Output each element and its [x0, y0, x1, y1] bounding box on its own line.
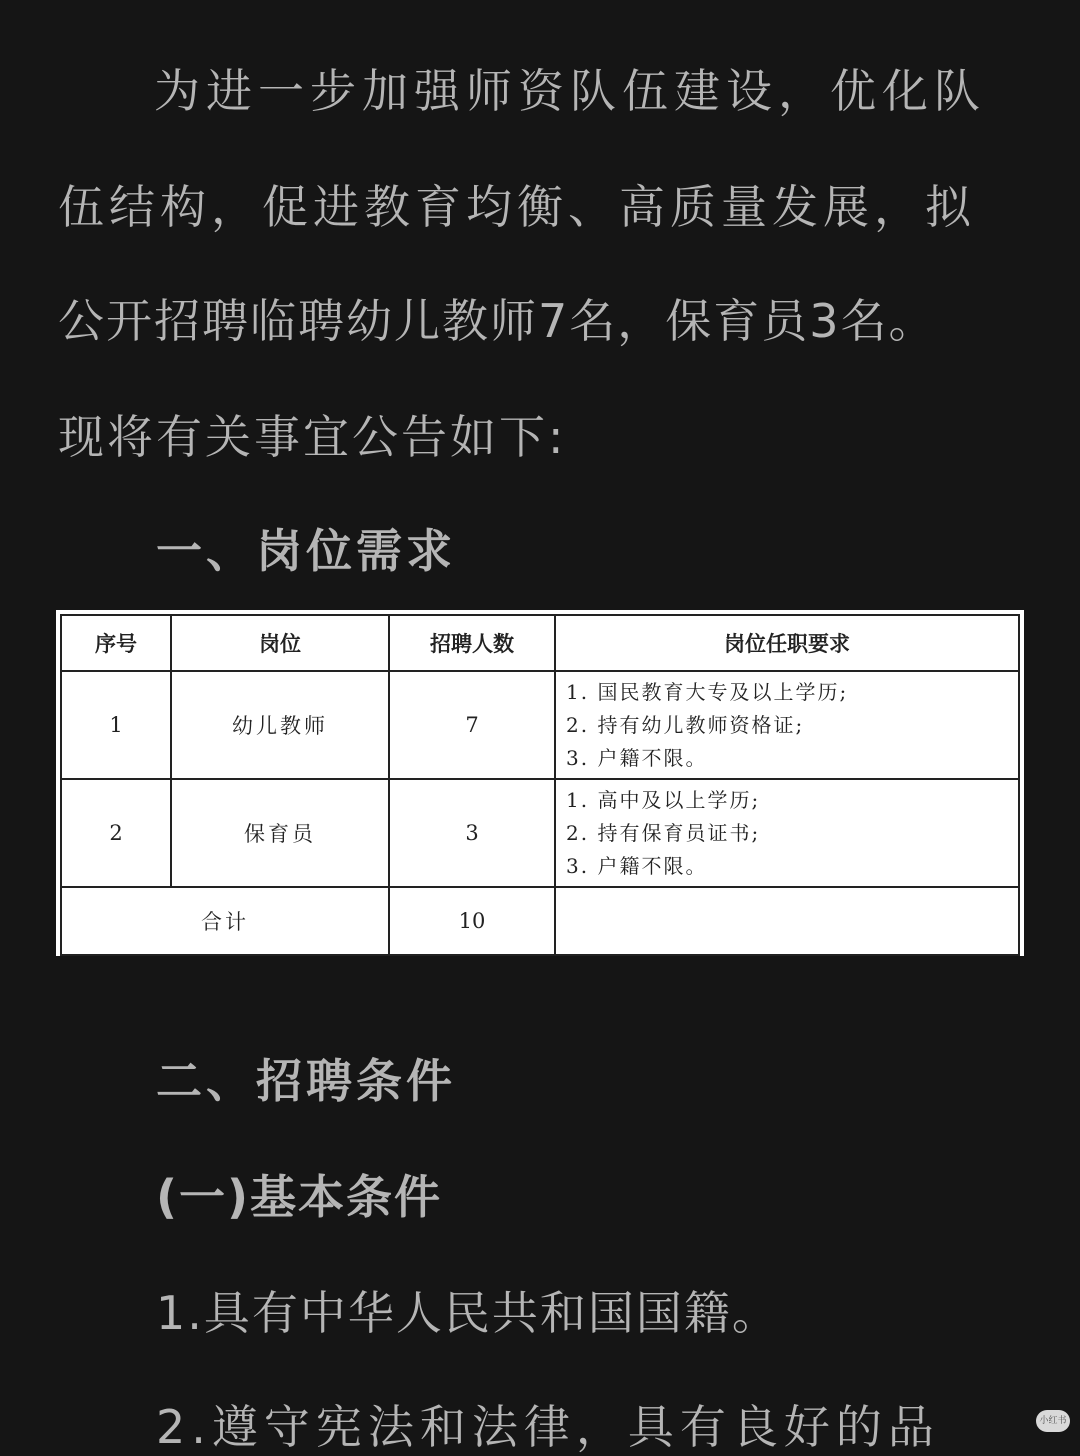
intro-paragraph-line-3: 公开招聘临聘幼儿教师7名，保育员3名。	[58, 294, 937, 348]
requirement-item: 3. 户籍不限。	[566, 745, 708, 770]
header-requirements: 岗位任职要求	[555, 615, 1019, 671]
positions-table-frame	[56, 610, 1024, 956]
row-no: 1	[61, 671, 171, 779]
section-heading-positions: 一、岗位需求	[156, 524, 456, 578]
row-requirements	[555, 779, 1019, 887]
intro-paragraph-line-2: 伍结构，促进教育均衡、高质量发展，拟	[58, 180, 976, 234]
condition-item: 1.具有中华人民共和国国籍。	[156, 1286, 780, 1340]
intro-line: 为进一步加强师资队伍建设，优化队	[154, 64, 986, 118]
row-count: 7	[389, 671, 555, 779]
intro-paragraph	[58, 62, 1024, 120]
requirement-item: 1. 高中及以上学历;	[566, 787, 761, 812]
header-count: 招聘人数	[389, 615, 555, 671]
watermark-badge: 小红书	[1036, 1410, 1070, 1432]
row-count: 3	[389, 779, 555, 887]
section-heading-conditions: 二、招聘条件	[156, 1054, 456, 1108]
row-no: 2	[61, 779, 171, 887]
total-label: 合计	[61, 887, 389, 955]
total-count: 10	[389, 887, 555, 955]
table-row	[61, 779, 1019, 887]
intro-paragraph-line-4: 现将有关事宜公告如下:	[58, 410, 567, 464]
table-row	[61, 671, 1019, 779]
table-header-row	[61, 615, 1019, 671]
table-total-row	[61, 887, 1019, 955]
requirement-item: 3. 户籍不限。	[566, 853, 708, 878]
requirement-item: 2. 持有幼儿教师资格证;	[566, 712, 805, 737]
header-no: 序号	[61, 615, 171, 671]
requirement-item: 1. 国民教育大专及以上学历;	[566, 679, 849, 704]
row-requirements	[555, 671, 1019, 779]
row-position: 幼儿教师	[171, 671, 389, 779]
header-position: 岗位	[171, 615, 389, 671]
row-position: 保育员	[171, 779, 389, 887]
subheading-basic-conditions: (一)基本条件	[156, 1170, 443, 1224]
total-requirements-empty	[555, 887, 1019, 955]
positions-table	[60, 614, 1020, 956]
requirement-item: 2. 持有保育员证书;	[566, 820, 761, 845]
condition-item: 2.遵守宪法和法律，具有良好的品	[156, 1400, 940, 1454]
